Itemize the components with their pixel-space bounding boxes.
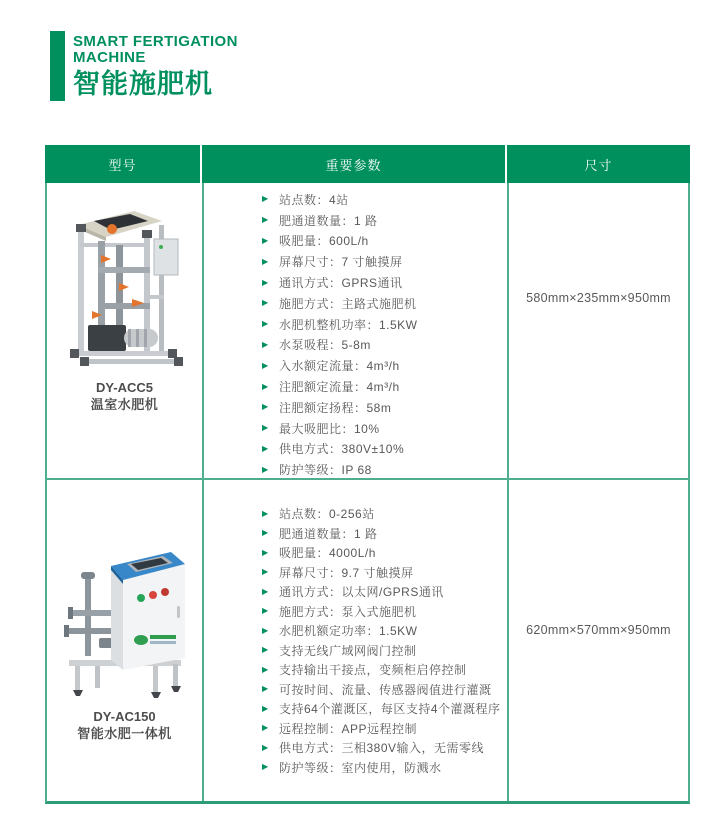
spec-item xyxy=(262,524,507,544)
table-header-parameters: 重要参数 xyxy=(202,145,507,183)
spec-text: 吸肥量：4000L/h xyxy=(279,546,376,561)
spec-item xyxy=(262,699,507,719)
spec-item xyxy=(262,758,507,778)
bullet-arrow-icon: ▶ xyxy=(262,645,269,655)
spec-text: 最大吸肥比：10% xyxy=(279,421,380,436)
spec-text: 通讯方式：GPRS通讯 xyxy=(279,276,403,291)
dimensions-value: 580mm×235mm×950mm xyxy=(526,290,671,305)
spec-table xyxy=(45,145,690,804)
spec-text: 通讯方式：以太网/GPRS通讯 xyxy=(279,585,444,600)
spec-item xyxy=(262,459,507,480)
spec-item xyxy=(262,504,507,524)
bullet-arrow-icon: ▶ xyxy=(262,703,269,713)
model-cell-dy-ac150 xyxy=(47,480,202,801)
title-block xyxy=(73,31,238,101)
bullet-arrow-icon: ▶ xyxy=(262,762,269,772)
spec-text: 防护等级：室内使用，防溅水 xyxy=(279,760,442,775)
bullet-arrow-icon: ▶ xyxy=(262,508,269,518)
brand-accent-bar xyxy=(50,31,65,101)
spec-text: 吸肥量：600L/h xyxy=(279,234,369,249)
bullet-arrow-icon: ▶ xyxy=(262,625,269,635)
bullet-arrow-icon: ▶ xyxy=(262,528,269,538)
bullet-arrow-icon: ▶ xyxy=(262,402,269,412)
spec-text: 供电方式：380V±10% xyxy=(279,442,405,457)
table-header-row xyxy=(45,145,690,183)
spec-text: 支持输出干接点，变频柜启停控制 xyxy=(279,663,467,678)
spec-item xyxy=(262,355,507,376)
spec-text: 供电方式：三相380V输入，无需零线 xyxy=(279,741,485,756)
bullet-arrow-icon: ▶ xyxy=(262,277,269,287)
spec-text: 站点数：0-256站 xyxy=(279,507,375,522)
dy-acc5-greenhouse-fertigation-machine-photo xyxy=(60,199,190,367)
spec-text: 肥通道数量：1 路 xyxy=(279,213,378,228)
model-name: 温室水肥机 xyxy=(90,397,159,412)
model-code: DY-ACC5 xyxy=(95,380,154,395)
spec-item xyxy=(262,680,507,700)
bullet-arrow-icon: ▶ xyxy=(262,567,269,577)
spec-item xyxy=(262,231,507,252)
spec-list xyxy=(204,480,507,777)
spec-text: 水泵吸程：5-8m xyxy=(279,338,371,353)
spec-text: 注肥额定流量：4m³/h xyxy=(279,380,400,395)
spec-item xyxy=(262,376,507,397)
spec-item xyxy=(262,189,507,210)
bullet-arrow-icon: ▶ xyxy=(262,339,269,349)
bullet-arrow-icon: ▶ xyxy=(262,547,269,557)
dimensions-value: 620mm×570mm×950mm xyxy=(526,622,671,637)
bullet-arrow-icon: ▶ xyxy=(262,360,269,370)
bullet-arrow-icon: ▶ xyxy=(262,606,269,616)
spec-item xyxy=(262,660,507,680)
specs-cell-dy-ac150 xyxy=(202,480,507,801)
bullet-arrow-icon: ▶ xyxy=(262,235,269,245)
bullet-arrow-icon: ▶ xyxy=(262,684,269,694)
bullet-arrow-icon: ▶ xyxy=(262,423,269,433)
bullet-arrow-icon: ▶ xyxy=(262,586,269,596)
spec-text: 支持64个灌溉区，每区支持4个灌溉程序 xyxy=(279,702,501,717)
spec-text: 施肥方式：泵入式施肥机 xyxy=(279,604,417,619)
dy-ac150-smart-fertigation-cabinet-photo xyxy=(55,518,195,700)
page-header xyxy=(50,31,238,101)
spec-item xyxy=(262,602,507,622)
spec-text: 注肥额定扬程：58m xyxy=(279,400,392,415)
spec-text: 水肥机整机功率：1.5KW xyxy=(279,317,418,332)
spec-item xyxy=(262,251,507,272)
bullet-arrow-icon: ▶ xyxy=(262,664,269,674)
model-code: DY-AC150 xyxy=(93,709,156,724)
spec-text: 屏幕尺寸：9.7 寸触摸屏 xyxy=(279,565,414,580)
spec-item xyxy=(262,738,507,758)
bullet-arrow-icon: ▶ xyxy=(262,319,269,329)
bullet-arrow-icon: ▶ xyxy=(262,256,269,266)
title-zh: 智能施肥机 xyxy=(73,69,213,99)
bullet-arrow-icon: ▶ xyxy=(262,298,269,308)
dimensions-cell-dy-acc5 xyxy=(507,183,688,480)
spec-item xyxy=(262,641,507,661)
spec-text: 可按时间、流量、传感器阀值进行灌溉 xyxy=(279,682,492,697)
title-en-line1: SMART FERTIGATION xyxy=(73,33,238,50)
bullet-arrow-icon: ▶ xyxy=(262,215,269,225)
model-cell-dy-acc5 xyxy=(47,183,202,480)
spec-text: 防护等级：IP 68 xyxy=(279,463,372,478)
spec-item xyxy=(262,397,507,418)
spec-text: 屏幕尺寸：7 寸触摸屏 xyxy=(279,255,403,270)
spec-text: 远程控制：APP远程控制 xyxy=(279,721,418,736)
spec-text: 支持无线广域网阀门控制 xyxy=(279,643,417,658)
spec-text: 肥通道数量：1 路 xyxy=(279,526,378,541)
table-row-dy-acc5 xyxy=(47,183,688,478)
bullet-arrow-icon: ▶ xyxy=(262,443,269,453)
spec-text: 施肥方式：主路式施肥机 xyxy=(279,296,417,311)
bullet-arrow-icon: ▶ xyxy=(262,742,269,752)
table-body xyxy=(45,183,690,804)
spec-text: 入水额定流量：4m³/h xyxy=(279,359,400,374)
dimensions-cell-dy-ac150 xyxy=(507,480,688,801)
spec-item xyxy=(262,418,507,439)
spec-item xyxy=(262,719,507,739)
spec-item xyxy=(262,272,507,293)
bullet-arrow-icon: ▶ xyxy=(262,464,269,474)
spec-item xyxy=(262,563,507,583)
table-row-dy-ac150 xyxy=(47,478,688,801)
bullet-arrow-icon: ▶ xyxy=(262,723,269,733)
specs-cell-dy-acc5 xyxy=(202,183,507,480)
bullet-arrow-icon: ▶ xyxy=(262,381,269,391)
spec-item xyxy=(262,293,507,314)
spec-item xyxy=(262,582,507,602)
title-en-line2: MACHINE xyxy=(73,49,146,66)
spec-item xyxy=(262,543,507,563)
model-name: 智能水肥一体机 xyxy=(77,726,172,741)
spec-text: 站点数：4站 xyxy=(279,192,349,207)
spec-list xyxy=(204,183,507,480)
spec-item xyxy=(262,621,507,641)
spec-text: 水肥机额定功率：1.5KW xyxy=(279,624,418,639)
spec-item xyxy=(262,439,507,460)
table-header-dimensions: 尺寸 xyxy=(584,157,613,173)
spec-item xyxy=(262,314,507,335)
table-header-model: 型号 xyxy=(45,145,202,183)
spec-item xyxy=(262,210,507,231)
spec-item xyxy=(262,335,507,356)
bullet-arrow-icon: ▶ xyxy=(262,194,269,204)
